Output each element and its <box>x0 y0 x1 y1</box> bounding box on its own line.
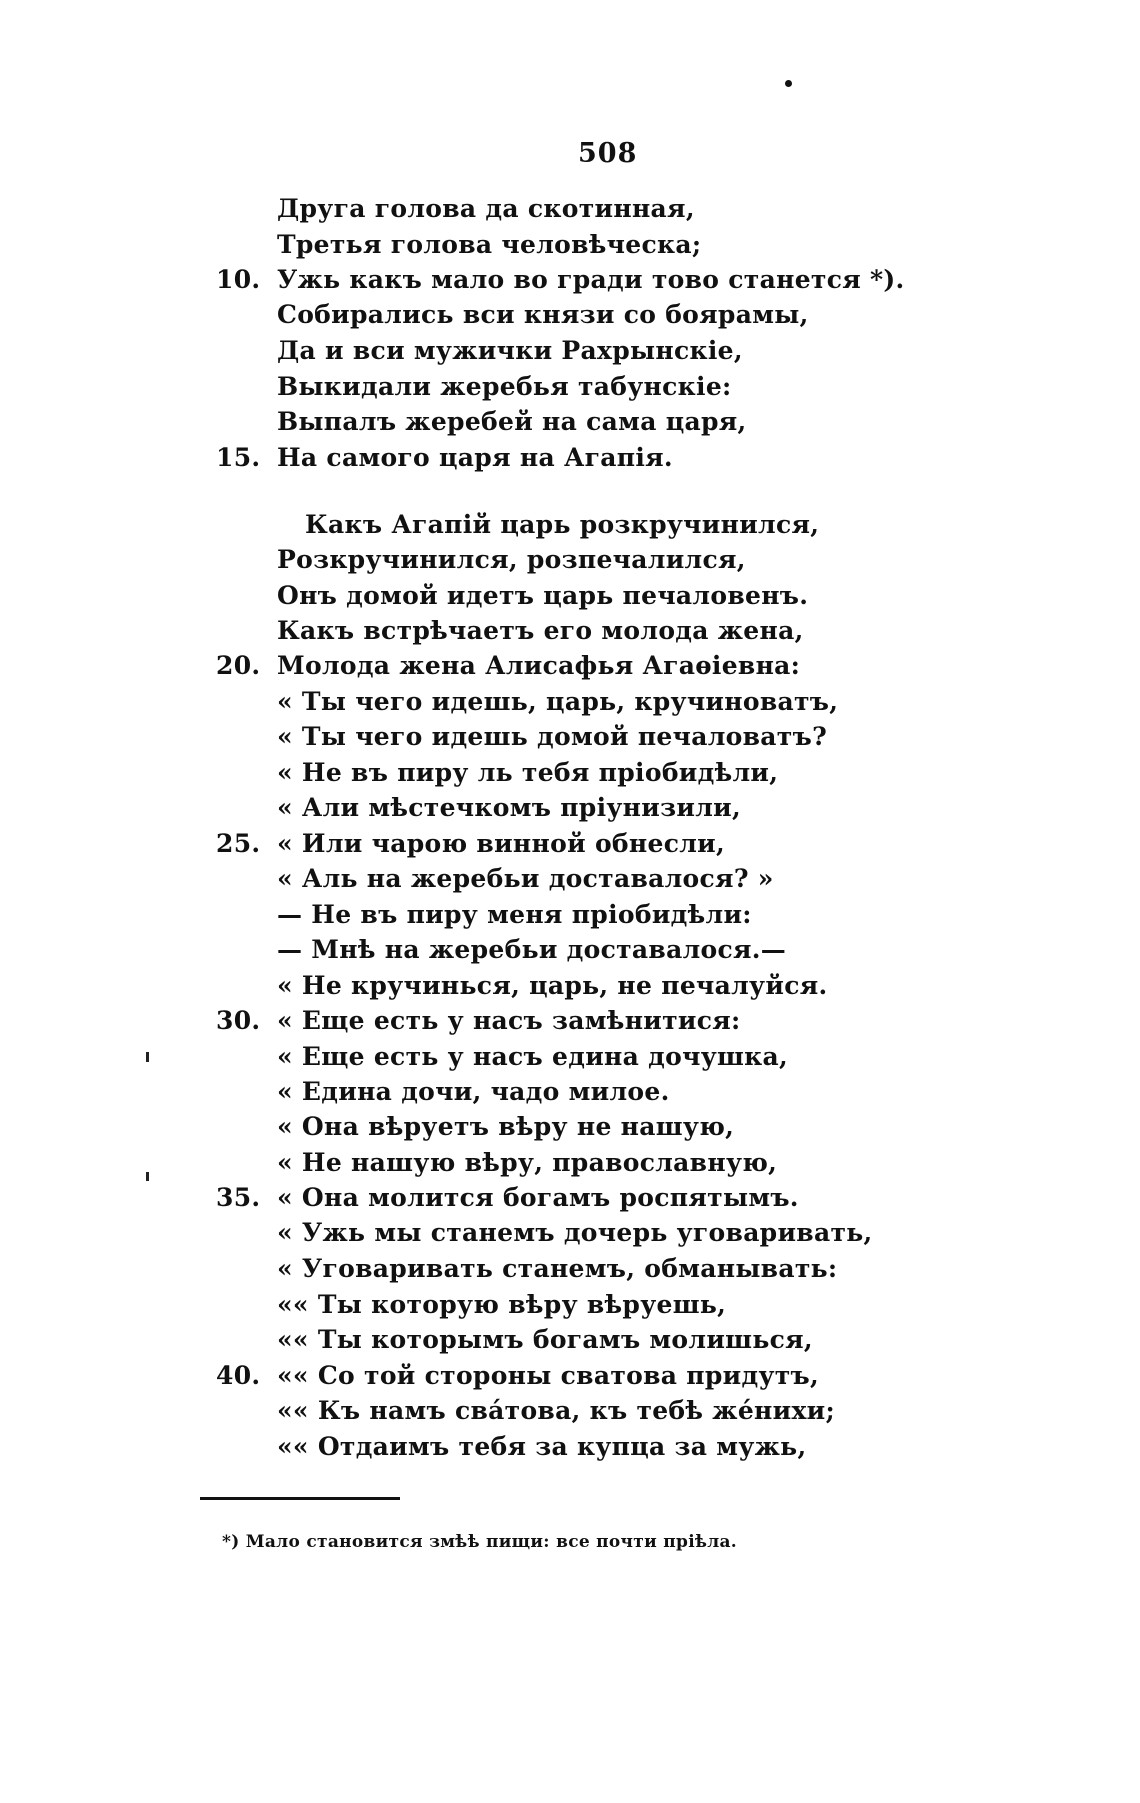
verse-text: Выкидали жеребья табунскіе: <box>277 372 732 401</box>
line-number: 35. <box>216 1183 261 1212</box>
stray-ink-dot <box>785 80 792 87</box>
line-number: 20. <box>216 651 261 680</box>
verse-text: «« Къ намъ сва́това, къ тебѣ же́нихи; <box>277 1396 836 1425</box>
verse-text: « Аль на жеребьи доставалося? » <box>277 864 774 893</box>
verse-text: Да и вси мужички Рахрынскіе, <box>277 336 743 365</box>
verse-text: «« Со той стороны сватова придутъ, <box>277 1361 820 1390</box>
verse-text: Друга голова да скотинная, <box>277 194 695 223</box>
verse-text: « Не въ пиру ль тебя пріобидѣли, <box>277 758 779 787</box>
line-number: 30. <box>216 1006 261 1035</box>
line-number: 25. <box>216 829 261 858</box>
verse-text: Розкручинился, розпечалился, <box>277 545 746 574</box>
verse-text: « Не кручинься, царь, не печалуйся. <box>277 971 828 1000</box>
verse-text: « Ты чего идешь домой печаловатъ? <box>277 722 828 751</box>
verse-text: « Еще есть у насъ едина дочушка, <box>277 1042 789 1071</box>
verse-text: «« Ты которую вѣру вѣруешь, <box>277 1290 727 1319</box>
verse-text: Молода жена Алисафья Агаѳіевна: <box>277 651 801 680</box>
verse-text: Выпалъ жеребей на сама царя, <box>277 407 747 436</box>
verse-text: « Еще есть у насъ замѣнитися: <box>277 1006 741 1035</box>
verse-text: « Али мѣстечкомъ пріунизили, <box>277 793 741 822</box>
stray-ink-mark <box>146 1052 149 1062</box>
verse-text: « Или чарою винной обнесли, <box>277 829 725 858</box>
verse-text: « Не нашую вѣру, православную, <box>277 1148 778 1177</box>
footnote-rule <box>200 1497 400 1500</box>
line-number: 40. <box>216 1361 261 1390</box>
verse-text: Ужь какъ мало во гради тово станется *). <box>277 265 905 294</box>
line-number: 10. <box>216 265 261 294</box>
page-number: 508 <box>578 138 638 169</box>
stray-ink-mark <box>146 1172 149 1181</box>
verse-text: Какъ встрѣчаетъ его молода жена, <box>277 616 804 645</box>
verse-text: — Мнѣ на жеребьи доставалося.— <box>277 935 787 964</box>
verse-text: На самого царя на Агапія. <box>277 443 673 472</box>
verse-text: Собирались вси князи со боярамы, <box>277 300 809 329</box>
verse-text: «« Отдаимъ тебя за купца за мужь, <box>277 1432 807 1461</box>
verse-text: « Ты чего идешь, царь, кручиноватъ, <box>277 687 839 716</box>
verse-text: « Она молится богамъ роспятымъ. <box>277 1183 799 1212</box>
verse-text: « Уговаривать станемъ, обманывать: <box>277 1254 838 1283</box>
verse-text: «« Ты которымъ богамъ молишься, <box>277 1325 813 1354</box>
verse-text: — Не въ пиру меня пріобидѣли: <box>277 900 752 929</box>
verse-text: Какъ Агапій царь розкручинился, <box>305 510 820 539</box>
verse-text: Онъ домой идетъ царь печаловенъ. <box>277 581 809 610</box>
verse-text: « Едина дочи, чадо милое. <box>277 1077 670 1106</box>
verse-text: « Ужь мы станемъ дочерь уговаривать, <box>277 1218 873 1247</box>
line-number: 15. <box>216 443 261 472</box>
verse-text: Третья голова человѣческа; <box>277 230 702 259</box>
footnote: *) Мало становится змѣѣ пищи: все почти пріѣла. <box>222 1532 738 1552</box>
verse-text: « Она вѣруетъ вѣру не нашую, <box>277 1112 735 1141</box>
